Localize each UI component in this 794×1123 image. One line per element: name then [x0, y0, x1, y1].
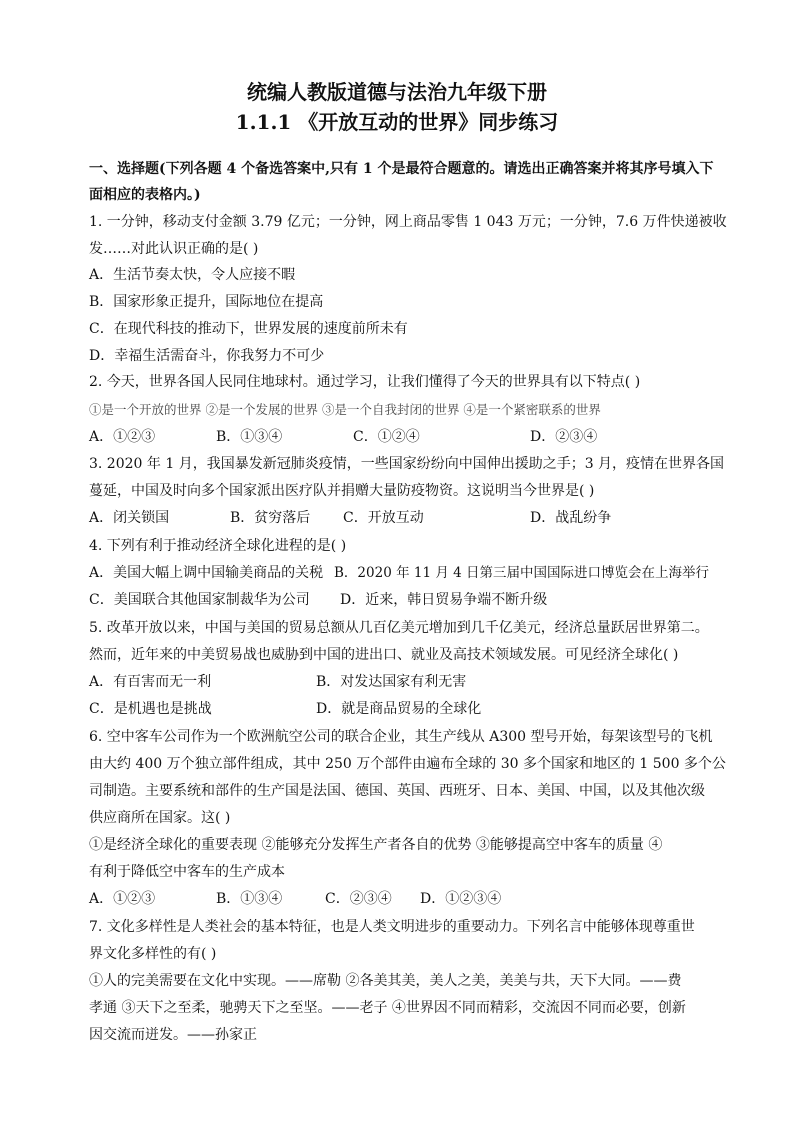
question-5-stem: 然而，近年来的中美贸易战也威胁到中国的进出口、就业及高技术领域发展。可见经济全球化( ) [89, 647, 679, 663]
question-6-stem: 司制造。主要系统和部件的生产国是法国、德国、英国、西班牙、日本、美国、中国，以及其他次级 [89, 783, 705, 799]
question-6-statements: 有利于降低空中客车的生产成本 [89, 864, 285, 880]
question-5-option-a: A．有百害而无一利 [89, 674, 212, 690]
question-1-option-a: A．生活节奏太快，令人应接不暇 [89, 267, 296, 283]
question-4-option-a: A．美国大幅上调中国输美商品的关税 [89, 565, 324, 581]
question-4-option-c: C．美国联合其他国家制裁华为公司 [89, 592, 310, 608]
document-title: 统编人教版道德与法治九年级下册 [247, 80, 547, 104]
question-6-statements: ①是经济全球化的重要表现 ②能够充分发挥生产者各自的优势 ③能够提高空中客车的质量 ④ [89, 837, 663, 853]
question-7-statements: 孝通 ③天下之至柔，驰骋天下之至坚。——老子 ④世界因不同而精彩，交流因不同而必要，创新 [89, 1000, 686, 1016]
question-7-statements: ①人的完美需要在文化中实现。——席勒 ②各美其美，美人之美，美美与共，天下大同。——费 [89, 973, 682, 989]
question-5-option-b: B．对发达国家有利无害 [316, 674, 467, 690]
question-3-option-c: C．开放互动 [343, 510, 424, 526]
question-7-stem: 7. 文化多样性是人类社会的基本特征，也是人类文明进步的重要动力。下列名言中能够体现尊重世 [89, 919, 695, 935]
question-5-stem: 5. 改革开放以来，中国与美国的贸易总额从几百亿美元增加到几千亿美元，经济总量跃居世界第二。 [89, 620, 709, 636]
question-1-stem: 1. 一分钟，移动支付金额 3.79 亿元；一分钟，网上商品零售 1 043 万元；一分钟，7.6 万件快递被收 [89, 214, 727, 230]
question-3-option-a: A．闭关锁国 [89, 510, 170, 526]
question-3-stem: 3. 2020 年 1 月，我国暴发新冠肺炎疫情，一些国家纷纷向中国伸出援助之手；3 月，疫情在世界各国 [89, 456, 725, 472]
section-heading-cont: 面相应的表格内。) [89, 187, 201, 203]
question-6-option-c: C．②③④ [325, 891, 392, 907]
question-4-option-d: D．近来，韩日贸易争端不断升级 [340, 592, 548, 608]
question-7-stem: 界文化多样性的有( ) [89, 946, 217, 962]
question-6-stem: 由大约 400 万个独立部件组成，其中 250 万个部件由遍布全球的 30 多个国家和地区的 1 500 多个公 [89, 756, 726, 772]
question-1-option-d: D．幸福生活需奋斗，你我努力不可少 [89, 348, 325, 364]
question-3-option-b: B．贫穷落后 [230, 510, 311, 526]
question-2-option-d: D．②③④ [530, 429, 598, 445]
question-2-option-b: B．①③④ [216, 429, 283, 445]
question-2-option-a: A．①②③ [89, 429, 156, 445]
question-2-statements: ①是一个开放的世界 ②是一个发展的世界 ③是一个自我封闭的世界 ④是一个紧密联系的世界 [89, 402, 601, 417]
question-6-option-a: A．①②③ [89, 891, 156, 907]
question-6-stem: 6. 空中客车公司作为一个欧洲航空公司的联合企业，其生产线从 A300 型号开始，每架该型号的飞机 [89, 729, 713, 745]
question-1-stem: 发……对此认识正确的是( ) [89, 241, 259, 257]
question-6-stem: 供应商所在国家。这( ) [89, 810, 231, 826]
question-6-option-d: D．①②③④ [420, 891, 502, 907]
question-3-stem: 蔓延，中国及时向多个国家派出医疗队并捐赠大量防疫物资。这说明当今世界是( ) [89, 483, 595, 499]
question-2-option-c: C．①②④ [353, 429, 420, 445]
question-6-option-b: B．①③④ [216, 891, 283, 907]
question-5-option-c: C．是机遇也是挑战 [89, 701, 212, 717]
question-2-stem: 2. 今天，世界各国人民同住地球村。通过学习，让我们懂得了今天的世界具有以下特点( ) [89, 374, 641, 390]
question-3-option-d: D．战乱纷争 [530, 510, 612, 526]
question-1-option-c: C．在现代科技的推动下，世界发展的速度前所未有 [89, 321, 408, 337]
question-4-stem: 4. 下列有利于推动经济全球化进程的是( ) [89, 538, 347, 554]
question-4-option-b: B．2020 年 11 月 4 日第三届中国国际进口博览会在上海举行 [334, 565, 710, 581]
question-5-option-d: D．就是商品贸易的全球化 [316, 701, 482, 717]
question-7-statements: 因交流而迸发。——孙家正 [89, 1027, 257, 1043]
question-1-option-b: B．国家形象正提升，国际地位在提高 [89, 294, 324, 310]
document-subtitle: 1.1.1 《开放互动的世界》同步练习 [235, 110, 559, 134]
section-heading: 一、选择题(下列各题 4 个备选答案中,只有 1 个是最符合题意的。请选出正确答案并将其序号填入下 [89, 161, 714, 177]
